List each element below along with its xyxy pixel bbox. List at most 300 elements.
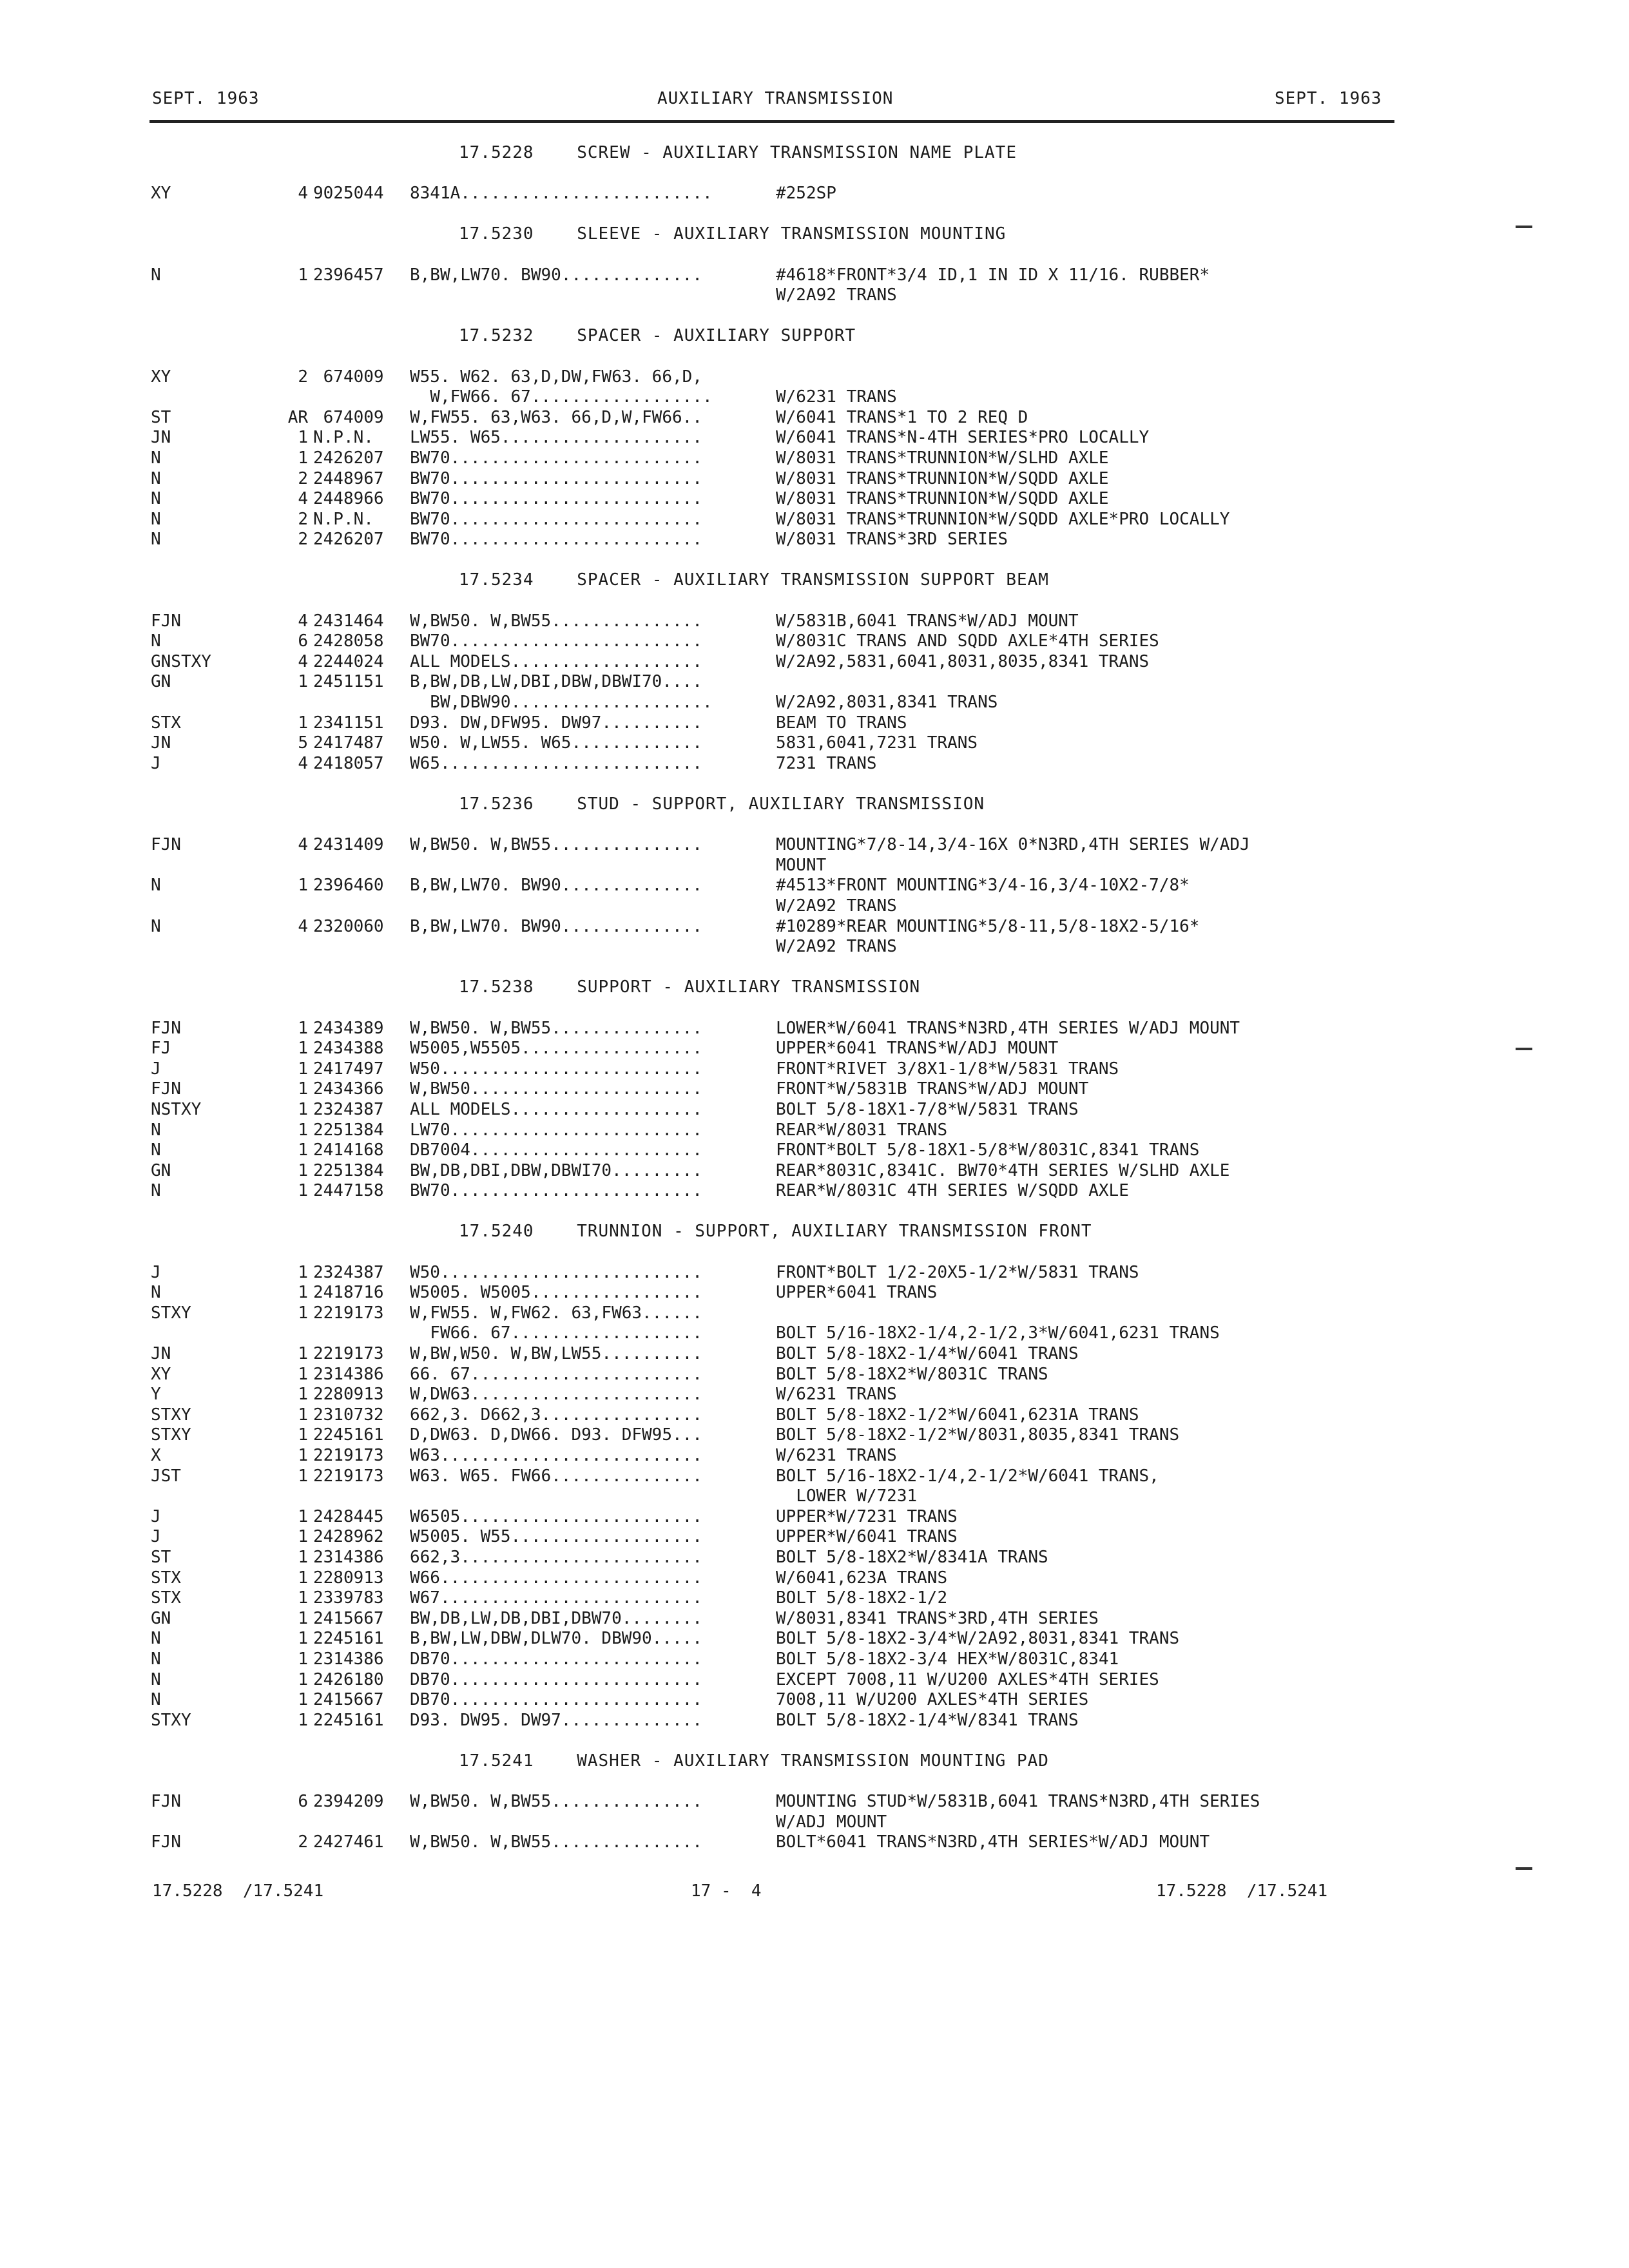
description: REAR*W/8031C 4TH SERIES W/SQDD AXLE [776, 1181, 1129, 1201]
usage-code: N [151, 1669, 161, 1689]
part-number: 2448966 [313, 489, 384, 509]
model-list: BW70......................... [410, 489, 702, 509]
section-number: 17.5230 [459, 224, 534, 244]
description: W/8031 TRANS*3RD SERIES [776, 530, 1008, 550]
parts-row [0, 265, 1629, 286]
model-list: W,FW66. 67.................. [410, 387, 713, 407]
usage-code: FJN [151, 1792, 181, 1812]
part-number: 2341151 [313, 713, 384, 733]
model-list: DB7004....................... [410, 1140, 702, 1160]
parts-row [0, 1059, 1629, 1080]
description: #4513*FRONT MOUNTING*3/4-16,3/4-10X2-7/8* [776, 876, 1190, 896]
part-number: 2428058 [313, 631, 384, 651]
model-list: W5005. W5005................. [410, 1283, 702, 1303]
model-list: W,BW50. W,BW55............... [410, 1018, 702, 1038]
part-number: N.P.N. [313, 428, 374, 448]
model-list: 662,3........................ [410, 1547, 702, 1567]
section-heading [459, 977, 920, 998]
parts-row [0, 754, 1629, 774]
parts-row [0, 1812, 1629, 1833]
usage-code: GNSTXY [151, 651, 211, 671]
parts-row [0, 611, 1629, 632]
quantity: 1 [298, 1059, 308, 1079]
parts-row [0, 428, 1629, 448]
usage-code: N [151, 916, 161, 936]
description: W/6231 TRANS [776, 387, 897, 407]
part-number: 2251384 [313, 1120, 384, 1140]
part-number: 2244024 [313, 651, 384, 671]
model-list: BW70......................... [410, 631, 702, 651]
parts-row [0, 1507, 1629, 1528]
description: 5831,6041,7231 TRANS [776, 733, 978, 753]
parts-row [0, 1323, 1629, 1344]
usage-code: J [151, 1527, 161, 1547]
section-gap [0, 774, 1629, 794]
parts-row [0, 733, 1629, 754]
quantity: 1 [298, 672, 308, 692]
parts-row [0, 530, 1629, 550]
description: BOLT 5/8-18X2*W/8031C TRANS [776, 1364, 1048, 1384]
section-name: SPACER - AUXILIARY TRANSMISSION SUPPORT BEAM [577, 570, 1049, 590]
model-list: D93. DW95. DW97.............. [410, 1710, 702, 1730]
usage-code: N [151, 1181, 161, 1201]
parts-row [0, 1527, 1629, 1548]
model-list: BW70......................... [410, 1181, 702, 1201]
usage-code: STXY [151, 1303, 191, 1323]
quantity: 1 [298, 1120, 308, 1140]
model-list: LW70......................... [410, 1120, 702, 1140]
description: BOLT 5/16-18X2-1/4,2-1/2,3*W/6041,6231 TRANS [776, 1323, 1220, 1343]
part-number: 674009 [313, 407, 384, 427]
description: BEAM TO TRANS [776, 713, 907, 733]
quantity: 1 [298, 1303, 308, 1323]
description: BOLT 5/8-18X2-1/4*W/6041 TRANS [776, 1344, 1079, 1364]
section-name: TRUNNION - SUPPORT, AUXILIARY TRANSMISSION FRONT [577, 1222, 1092, 1242]
part-number: 2417487 [313, 733, 384, 753]
parts-row [0, 285, 1629, 306]
part-number: 2396460 [313, 876, 384, 896]
section-name: SPACER - AUXILIARY SUPPORT [577, 326, 856, 346]
description: W/2A92,8031,8341 TRANS [776, 693, 998, 713]
usage-code: FJN [151, 611, 181, 631]
usage-code: GN [151, 1160, 171, 1180]
part-number: 2245161 [313, 1710, 384, 1730]
quantity: 1 [298, 1364, 308, 1384]
quantity: 1 [298, 1669, 308, 1689]
description: W/8031 TRANS*TRUNNION*W/SQDD AXLE [776, 489, 1109, 509]
part-number: 2418716 [313, 1283, 384, 1303]
description: W/2A92,5831,6041,8031,8035,8341 TRANS [776, 651, 1150, 671]
usage-code: J [151, 1059, 161, 1079]
model-list: DB70......................... [410, 1690, 702, 1710]
description: BOLT 5/16-18X2-1/4,2-1/2*W/6041 TRANS, [776, 1466, 1159, 1486]
title-gap [0, 998, 1629, 1019]
section-name: WASHER - AUXILIARY TRANSMISSION MOUNTING PAD [577, 1751, 1049, 1771]
model-list: W,BW,W50. W,BW,LW55.......... [410, 1344, 702, 1364]
usage-code: N [151, 468, 161, 488]
quantity: 1 [298, 448, 308, 468]
section-number: 17.5241 [459, 1751, 534, 1771]
description: 7008,11 W/U200 AXLES*4TH SERIES [776, 1690, 1089, 1710]
part-number: 2310732 [313, 1405, 384, 1425]
section-number: 17.5238 [459, 977, 534, 997]
margin-mark [1516, 226, 1532, 228]
part-number: 2434366 [313, 1079, 384, 1099]
section-heading [459, 326, 856, 347]
usage-code: STXY [151, 1710, 191, 1730]
parts-row [0, 1120, 1629, 1141]
part-number: 2415667 [313, 1690, 384, 1710]
quantity: 2 [298, 509, 308, 529]
title-gap [0, 591, 1629, 611]
footer-range-left: 17.5228 /17.5241 [152, 1881, 324, 1901]
quantity: 1 [298, 1690, 308, 1710]
description: BOLT 5/8-18X2-1/2*W/6041,6231A TRANS [776, 1405, 1139, 1425]
description: W/8031,8341 TRANS*3RD,4TH SERIES [776, 1608, 1099, 1628]
part-number: 2324387 [313, 1099, 384, 1119]
parts-row [0, 489, 1629, 510]
model-list: D93. DW,DFW95. DW97.......... [410, 713, 702, 733]
description: W/2A92 TRANS [776, 937, 897, 957]
model-list: W5005. W55................... [410, 1527, 702, 1547]
usage-code: N [151, 1629, 161, 1649]
quantity: 1 [298, 1405, 308, 1425]
section-title [0, 977, 1629, 998]
part-number: 2418057 [313, 753, 384, 773]
description: W/2A92 TRANS [776, 896, 897, 916]
description: MOUNTING*7/8-14,3/4-16X 0*N3RD,4TH SERIES W/ADJ [776, 835, 1250, 855]
parts-row [0, 1486, 1629, 1507]
quantity: 1 [298, 1547, 308, 1567]
model-list: W,DW63....................... [410, 1385, 702, 1405]
parts-row [0, 1446, 1629, 1466]
usage-code: N [151, 631, 161, 651]
usage-code: FJN [151, 1018, 181, 1038]
description: W/2A92 TRANS [776, 285, 897, 305]
model-list: BW70......................... [410, 509, 702, 529]
part-number: 2396457 [313, 265, 384, 285]
footer-page-number: 17 - 4 [691, 1881, 762, 1901]
part-number: 9025044 [313, 184, 384, 204]
parts-row [0, 1832, 1629, 1853]
description: W/6041 TRANS*1 TO 2 REQ D [776, 407, 1028, 427]
usage-code: JST [151, 1466, 181, 1486]
usage-code: FJN [151, 1079, 181, 1099]
part-number: 2280913 [313, 1568, 384, 1588]
section-heading [459, 224, 1006, 245]
section-number: 17.5232 [459, 326, 534, 346]
part-number: N.P.N. [313, 509, 374, 529]
quantity: 1 [298, 713, 308, 733]
model-list: W55. W62. 63,D,DW,FW63. 66,D, [410, 367, 702, 387]
usage-code: N [151, 1690, 161, 1710]
usage-code: GN [151, 1608, 171, 1628]
parts-row [0, 367, 1629, 388]
quantity: 2 [298, 468, 308, 488]
parts-row [0, 1303, 1629, 1324]
parts-row [0, 1161, 1629, 1182]
description: BOLT 5/8-18X2-1/2 [776, 1588, 948, 1608]
description: W/8031 TRANS*TRUNNION*W/SLHD AXLE [776, 448, 1109, 468]
description: W/6041 TRANS*N-4TH SERIES*PRO LOCALLY [776, 428, 1150, 448]
description: W/6231 TRANS [776, 1385, 897, 1405]
usage-code: JN [151, 1344, 171, 1364]
description: REAR*W/8031 TRANS [776, 1120, 948, 1140]
part-number: 2431409 [313, 835, 384, 855]
margin-mark [1516, 1867, 1532, 1870]
part-number: 2426207 [313, 530, 384, 550]
usage-code: N [151, 1140, 161, 1160]
quantity: 4 [298, 835, 308, 855]
section-title [0, 143, 1629, 164]
usage-code: ST [151, 1547, 171, 1567]
usage-code: FJ [151, 1039, 171, 1059]
quantity: 1 [298, 1466, 308, 1486]
quantity: 4 [298, 489, 308, 509]
quantity: 1 [298, 1608, 308, 1628]
title-gap [0, 164, 1629, 184]
parts-row [0, 1283, 1629, 1303]
model-list: B,BW,DB,LW,DBI,DBW,DBWI70.... [410, 672, 702, 692]
parts-row [0, 713, 1629, 734]
parts-row [0, 1792, 1629, 1812]
usage-code: Y [151, 1385, 161, 1405]
model-list: W,BW50. W,BW55............... [410, 1792, 702, 1812]
description: LOWER*W/6041 TRANS*N3RD,4TH SERIES W/ADJ MOUNT [776, 1018, 1240, 1038]
quantity: 4 [298, 753, 308, 773]
parts-row [0, 1344, 1629, 1365]
model-list: BW,DB,DBI,DBW,DBWI70......... [410, 1160, 702, 1180]
usage-code: STX [151, 713, 181, 733]
part-number: 2427461 [313, 1832, 384, 1852]
model-list: ALL MODELS................... [410, 651, 702, 671]
part-number: 2447158 [313, 1181, 384, 1201]
usage-code: X [151, 1446, 161, 1465]
parts-row [0, 1466, 1629, 1487]
parts-row [0, 693, 1629, 713]
parts-row [0, 1385, 1629, 1405]
description: FRONT*BOLT 1/2-20X5-1/2*W/5831 TRANS [776, 1262, 1139, 1282]
part-number: 2434389 [313, 1018, 384, 1038]
model-list: W,FW55. 63,W63. 66,D,W,FW66.. [410, 407, 702, 427]
quantity: AR [287, 407, 308, 427]
section-title [0, 326, 1629, 347]
quantity: 1 [298, 1140, 308, 1160]
description: FRONT*BOLT 5/8-18X1-5/8*W/8031C,8341 TRANS [776, 1140, 1200, 1160]
usage-code: JN [151, 428, 171, 448]
section-gap [0, 957, 1629, 978]
part-number: 2394209 [313, 1792, 384, 1812]
quantity: 4 [298, 184, 308, 204]
description: W/6041,623A TRANS [776, 1568, 948, 1588]
parts-row [0, 1140, 1629, 1161]
quantity: 1 [298, 1283, 308, 1303]
part-number: 2426207 [313, 448, 384, 468]
parts-row [0, 917, 1629, 937]
usage-code: N [151, 1649, 161, 1669]
section-number: 17.5234 [459, 570, 534, 590]
usage-code: ST [151, 407, 171, 427]
model-list: B,BW,LW,DBW,DLW70. DBW90..... [410, 1629, 702, 1649]
model-list: W63.......................... [410, 1446, 702, 1465]
part-number: 2339783 [313, 1588, 384, 1608]
model-list: W63. W65. FW66............... [410, 1466, 702, 1486]
description: UPPER*W/7231 TRANS [776, 1506, 958, 1526]
model-list: W6505........................ [410, 1506, 702, 1526]
part-number: 2434388 [313, 1039, 384, 1059]
description: 7231 TRANS [776, 753, 877, 773]
quantity: 1 [298, 1079, 308, 1099]
usage-code: N [151, 1120, 161, 1140]
quantity: 2 [298, 1832, 308, 1852]
description: MOUNT [776, 855, 827, 875]
description: W/8031 TRANS*TRUNNION*W/SQDD AXLE [776, 468, 1109, 488]
part-number: 2314386 [313, 1649, 384, 1669]
parts-row [0, 835, 1629, 856]
quantity: 1 [298, 1425, 308, 1445]
description: W/8031 TRANS*TRUNNION*W/SQDD AXLE*PRO LOCALLY [776, 509, 1230, 529]
model-list: BW,DB,LW,DB,DBI,DBW70........ [410, 1608, 702, 1628]
model-list: LW55. W65.................... [410, 428, 702, 448]
usage-code: STX [151, 1568, 181, 1588]
usage-code: FJN [151, 835, 181, 855]
description: W/8031C TRANS AND SQDD AXLE*4TH SERIES [776, 631, 1159, 651]
quantity: 2 [298, 367, 308, 387]
part-number: 2428445 [313, 1506, 384, 1526]
part-number: 2314386 [313, 1547, 384, 1567]
quantity: 1 [298, 1649, 308, 1669]
model-list: W,BW50....................... [410, 1079, 702, 1099]
parts-row [0, 876, 1629, 896]
usage-code: STXY [151, 1425, 191, 1445]
parts-row [0, 896, 1629, 917]
usage-code: N [151, 448, 161, 468]
parts-row [0, 1019, 1629, 1039]
usage-code: XY [151, 367, 171, 387]
parts-row [0, 1405, 1629, 1426]
description: FRONT*W/5831B TRANS*W/ADJ MOUNT [776, 1079, 1089, 1099]
usage-code: N [151, 1283, 161, 1303]
section-title [0, 1222, 1629, 1242]
part-number: 2219173 [313, 1466, 384, 1486]
quantity: 1 [298, 1588, 308, 1608]
parts-row [0, 1649, 1629, 1670]
description: #252SP [776, 184, 836, 204]
section-number: 17.5240 [459, 1222, 534, 1242]
usage-code: JN [151, 733, 171, 753]
section-number: 17.5228 [459, 143, 534, 162]
section-title [0, 570, 1629, 591]
section-gap [0, 1202, 1629, 1222]
parts-row [0, 1425, 1629, 1446]
quantity: 1 [298, 1039, 308, 1059]
quantity: 1 [298, 428, 308, 448]
usage-code: STX [151, 1588, 181, 1608]
parts-row [0, 387, 1629, 408]
part-number: 2448967 [313, 468, 384, 488]
description: BOLT 5/8-18X2-1/4*W/8341 TRANS [776, 1710, 1079, 1730]
parts-row [0, 672, 1629, 693]
section-gap [0, 306, 1629, 327]
description: UPPER*W/6041 TRANS [776, 1527, 958, 1547]
model-list: W,BW50. W,BW55............... [410, 835, 702, 855]
section-name: STUD - SUPPORT, AUXILIARY TRANSMISSION [577, 794, 985, 814]
parts-row [0, 408, 1629, 428]
parts-row [0, 1690, 1629, 1711]
parts-row [0, 1711, 1629, 1731]
part-number: 2219173 [313, 1303, 384, 1323]
description: BOLT 5/8-18X2-1/2*W/8031,8035,8341 TRANS [776, 1425, 1180, 1445]
model-list: B,BW,LW70. BW90.............. [410, 876, 702, 896]
model-list: 8341A......................... [410, 184, 713, 204]
description: BOLT 5/8-18X2-3/4*W/2A92,8031,8341 TRANS [776, 1629, 1180, 1649]
section-name: SCREW - AUXILIARY TRANSMISSION NAME PLATE [577, 143, 1017, 162]
description: EXCEPT 7008,11 W/U200 AXLES*4TH SERIES [776, 1669, 1159, 1689]
part-number: 2251384 [313, 1160, 384, 1180]
parts-row [0, 1588, 1629, 1609]
header-date-left: SEPT. 1963 [152, 89, 260, 108]
model-list: W67.......................... [410, 1588, 702, 1608]
parts-row [0, 1365, 1629, 1385]
title-gap [0, 815, 1629, 836]
quantity: 1 [298, 1160, 308, 1180]
part-number: 2219173 [313, 1446, 384, 1465]
parts-row [0, 652, 1629, 673]
model-list: W,BW50. W,BW55............... [410, 1832, 702, 1852]
usage-code: J [151, 1262, 161, 1282]
usage-code: FJN [151, 1832, 181, 1852]
title-gap [0, 1772, 1629, 1792]
model-list: BW70......................... [410, 468, 702, 488]
parts-row [0, 1039, 1629, 1059]
usage-code: XY [151, 184, 171, 204]
model-list: BW70......................... [410, 530, 702, 550]
quantity: 1 [298, 265, 308, 285]
parts-row [0, 1609, 1629, 1629]
usage-code: NSTXY [151, 1099, 202, 1119]
quantity: 1 [298, 1385, 308, 1405]
part-number: 2415667 [313, 1608, 384, 1628]
parts-row [0, 510, 1629, 530]
usage-code: STXY [151, 1405, 191, 1425]
part-number: 674009 [313, 367, 384, 387]
parts-row [0, 469, 1629, 490]
section-heading [459, 1222, 1092, 1242]
quantity: 4 [298, 916, 308, 936]
quantity: 1 [298, 1568, 308, 1588]
model-list: ALL MODELS................... [410, 1099, 702, 1119]
parts-row [0, 1548, 1629, 1568]
model-list: BW70......................... [410, 448, 702, 468]
part-number: 2314386 [313, 1364, 384, 1384]
model-list: D,DW63. D,DW66. D93. DFW95... [410, 1425, 702, 1445]
parts-row [0, 1263, 1629, 1283]
part-number: 2428962 [313, 1527, 384, 1547]
margin-mark [1516, 1048, 1532, 1050]
parts-row [0, 856, 1629, 876]
description: UPPER*6041 TRANS [776, 1283, 938, 1303]
description: BOLT 5/8-18X2-3/4 HEX*W/8031C,8341 [776, 1649, 1119, 1669]
quantity: 1 [298, 1527, 308, 1547]
parts-row [0, 1181, 1629, 1202]
model-list: W,BW50. W,BW55............... [410, 611, 702, 631]
parts-row [0, 1568, 1629, 1589]
parts-list [0, 143, 1629, 1853]
header-rule [149, 120, 1394, 123]
quantity: 6 [298, 1792, 308, 1812]
description: #4618*FRONT*3/4 ID,1 IN ID X 11/16. RUBBER* [776, 265, 1210, 285]
model-list: 66. 67....................... [410, 1364, 702, 1384]
